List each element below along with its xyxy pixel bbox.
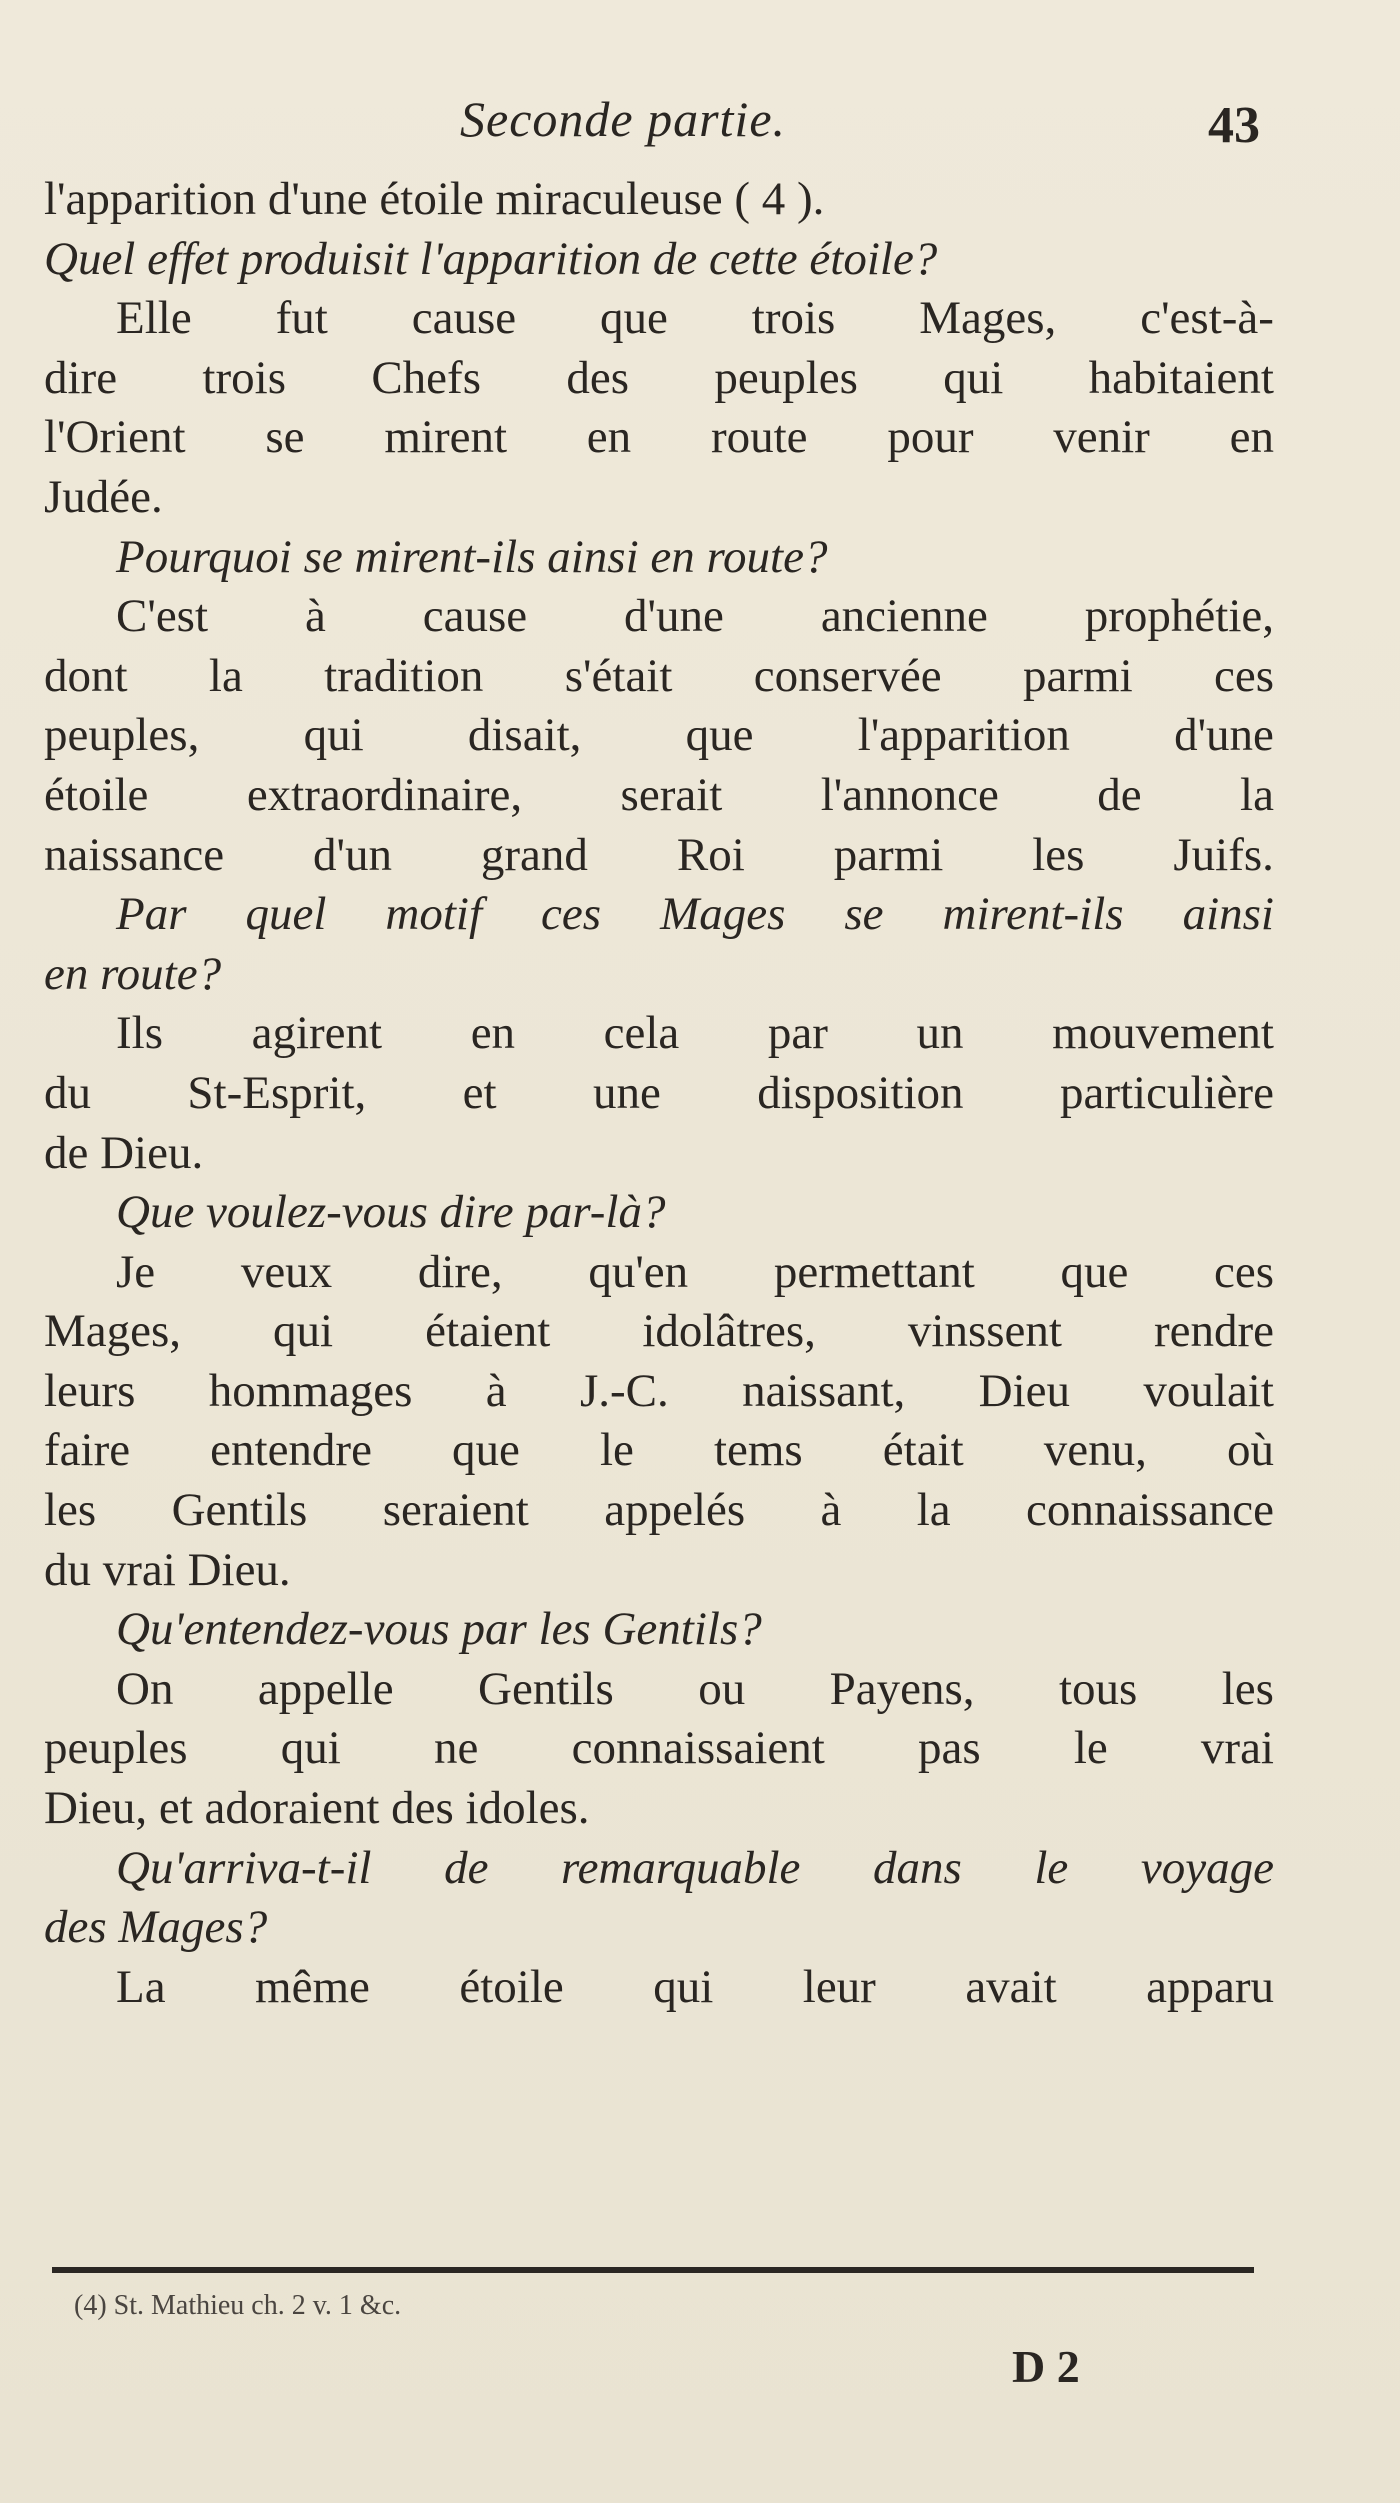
word: conservée — [753, 649, 942, 702]
running-head — [0, 90, 1400, 170]
word: venir — [1053, 411, 1150, 464]
word: ancienne — [820, 590, 988, 643]
word: peuples — [44, 1722, 188, 1775]
word: les — [1032, 828, 1085, 881]
word: hommages — [208, 1364, 413, 1417]
word: étaient — [425, 1305, 551, 1358]
word: leurs — [44, 1364, 136, 1417]
answer-line: du vrai Dieu. — [44, 1543, 291, 1596]
word: avait — [965, 1960, 1057, 2013]
word: Par — [116, 888, 187, 941]
word: étoile — [459, 1960, 564, 2013]
word: Mages — [660, 888, 786, 941]
word: Elle — [116, 292, 192, 345]
word: J.-C. — [579, 1364, 669, 1417]
word: tradition — [324, 649, 484, 702]
word: que — [452, 1424, 520, 1477]
word: c'est-à- — [1140, 292, 1274, 345]
word: remarquable — [561, 1841, 801, 1894]
word: apparu — [1146, 1960, 1274, 2013]
word: ces — [541, 888, 602, 941]
word: dont — [44, 649, 128, 702]
answer-line — [44, 1362, 1274, 1422]
word: Roi — [676, 828, 745, 881]
word: à — [820, 1484, 842, 1537]
word: l'apparition — [857, 709, 1070, 762]
word: qui — [303, 709, 364, 762]
word: extraordinaire, — [246, 768, 523, 821]
running-head-title: Seconde partie. — [460, 91, 787, 147]
word: en — [470, 1007, 516, 1060]
answer-line — [44, 408, 1274, 468]
word: les — [44, 1484, 97, 1537]
word: appelés — [604, 1484, 746, 1537]
answer-line — [44, 1421, 1274, 1481]
word: trois — [751, 292, 836, 345]
word: On — [116, 1662, 174, 1715]
word: Ils — [116, 1007, 163, 1060]
word: tems — [713, 1424, 803, 1477]
word: idolâtres, — [642, 1305, 816, 1358]
word: appelle — [257, 1662, 394, 1715]
word: le — [1034, 1841, 1069, 1894]
answer-line — [44, 1004, 1274, 1064]
word: en — [586, 411, 632, 464]
word: qui — [943, 351, 1004, 404]
word: Chefs — [371, 351, 481, 404]
word: où — [1226, 1424, 1274, 1477]
body-text — [44, 170, 1274, 2017]
word: qui — [653, 1960, 714, 2013]
word: ne — [434, 1722, 479, 1775]
word: grand — [480, 828, 588, 881]
word: ainsi — [1182, 888, 1274, 941]
footnote-rule — [52, 2267, 1254, 2273]
word: de — [444, 1841, 489, 1894]
word: cela — [603, 1007, 680, 1060]
word: seraient — [382, 1484, 529, 1537]
word: Mages, — [44, 1305, 182, 1358]
answer-line — [44, 647, 1274, 707]
word: un — [916, 1007, 964, 1060]
word: se — [265, 411, 305, 464]
word: à — [304, 590, 326, 643]
page-number: 43 — [1208, 97, 1260, 154]
word: veux — [240, 1245, 333, 1298]
word: rendre — [1153, 1305, 1274, 1358]
answer-line — [44, 1719, 1274, 1779]
word: Juifs. — [1173, 828, 1274, 881]
word: mouvement — [1052, 1007, 1274, 1060]
word: qui — [280, 1722, 341, 1775]
word: dans — [872, 1841, 962, 1894]
answer-line — [44, 1302, 1274, 1362]
word: permettant — [773, 1245, 975, 1298]
answer-line: de Dieu. — [44, 1126, 204, 1179]
word: d'une — [624, 590, 724, 643]
word: naissance — [44, 828, 225, 881]
word: voulait — [1143, 1364, 1274, 1417]
word: le — [599, 1424, 634, 1477]
word: naissant, — [742, 1364, 906, 1417]
question-line: Quel effet produisit l'apparition de cette étoile? — [44, 232, 938, 285]
word: Mages, — [919, 292, 1057, 345]
answer-line — [44, 1958, 1274, 2018]
word: dire — [44, 351, 118, 404]
word: la — [1240, 768, 1274, 821]
word: fut — [275, 292, 328, 345]
word: du — [44, 1066, 91, 1119]
word: Payens, — [829, 1662, 975, 1715]
word: l'annonce — [820, 768, 999, 821]
word: tous — [1058, 1662, 1138, 1715]
answer-line — [44, 826, 1274, 886]
answer-line — [44, 1660, 1274, 1720]
word: en — [1229, 411, 1274, 464]
word: route — [710, 411, 808, 464]
word: habitaient — [1088, 351, 1274, 404]
word: était — [882, 1424, 964, 1477]
word: s'était — [564, 649, 673, 702]
word: le — [1073, 1722, 1108, 1775]
word: l'Orient — [44, 411, 186, 464]
question-line: Pourquoi se mirent-ils ainsi en route? — [116, 530, 828, 583]
word: étoile — [44, 768, 149, 821]
word: particulière — [1059, 1066, 1274, 1119]
question-line: Qu'entendez-vous par les Gentils? — [116, 1603, 762, 1656]
word: peuples — [714, 351, 858, 404]
word: les — [1221, 1662, 1274, 1715]
answer-line — [44, 1481, 1274, 1541]
word: que — [600, 292, 668, 345]
question-line — [44, 885, 1274, 945]
question-line: en route? — [44, 947, 222, 1000]
word: une — [592, 1066, 661, 1119]
word: motif — [385, 888, 483, 941]
word: mirent — [384, 411, 508, 464]
question-line: Que voulez-vous dire par-là? — [116, 1186, 666, 1239]
answer-line — [44, 1243, 1274, 1303]
word: ou — [698, 1662, 746, 1715]
word: trois — [202, 351, 286, 404]
answer-line — [44, 349, 1274, 409]
word: quel — [245, 888, 327, 941]
word: ces — [1213, 1245, 1274, 1298]
question-line — [44, 1839, 1274, 1899]
word: mirent-ils — [942, 888, 1124, 941]
word: La — [116, 1960, 166, 2013]
word: qu'en — [588, 1245, 689, 1298]
answer-line — [44, 1064, 1274, 1124]
word: prophétie, — [1084, 590, 1274, 643]
word: disait, — [467, 709, 582, 762]
answer-line: Judée. — [44, 470, 163, 523]
word: que — [1060, 1245, 1129, 1298]
word: la — [208, 649, 243, 702]
word: qui — [273, 1305, 334, 1358]
word: entendre — [210, 1424, 372, 1477]
word: que — [685, 709, 754, 762]
word: connaissaient — [571, 1722, 825, 1775]
word: leur — [802, 1960, 876, 2013]
answer-line — [44, 587, 1274, 647]
word: ces — [1213, 649, 1274, 702]
question-line: des Mages? — [44, 1901, 268, 1954]
word: parmi — [1023, 649, 1133, 702]
word: et — [462, 1066, 497, 1119]
word: voyage — [1140, 1841, 1274, 1894]
word: Dieu — [978, 1364, 1071, 1417]
word: vrai — [1200, 1722, 1274, 1775]
word: Gentils — [171, 1484, 308, 1537]
word: disposition — [757, 1066, 964, 1119]
word: peuples, — [44, 709, 200, 762]
word: de — [1097, 768, 1142, 821]
word: par — [767, 1007, 828, 1060]
word: cause — [422, 590, 528, 643]
word: cause — [411, 292, 517, 345]
word: faire — [44, 1424, 131, 1477]
word: d'une — [1174, 709, 1274, 762]
word: à — [485, 1364, 507, 1417]
word: la — [916, 1484, 951, 1537]
answer-line — [44, 289, 1274, 349]
word: Je — [116, 1245, 156, 1298]
word: parmi — [833, 828, 944, 881]
word: serait — [620, 768, 723, 821]
word: St-Esprit, — [187, 1066, 367, 1119]
answer-line — [44, 706, 1274, 766]
signature-mark: D 2 — [1012, 2341, 1080, 2392]
word: Gentils — [478, 1662, 614, 1715]
answer-line — [44, 766, 1274, 826]
word: dire, — [417, 1245, 503, 1298]
answer-line: l'apparition d'une étoile miraculeuse ( 4 ). — [44, 173, 825, 225]
word: Qu'arriva-t-il — [116, 1841, 372, 1894]
word: C'est — [116, 590, 209, 643]
word: pas — [917, 1722, 981, 1775]
word: vinssent — [907, 1305, 1062, 1358]
word: se — [844, 888, 884, 941]
footnote: (4) St. Mathieu ch. 2 v. 1 &c. — [74, 2290, 402, 2321]
word: même — [255, 1960, 370, 2013]
word: pour — [887, 411, 974, 464]
word: connaissance — [1026, 1484, 1274, 1537]
word: venu, — [1043, 1424, 1147, 1477]
word: d'un — [313, 828, 392, 881]
word: agirent — [251, 1007, 383, 1060]
word: des — [566, 351, 629, 404]
answer-line: Dieu, et adoraient des idoles. — [44, 1782, 590, 1835]
